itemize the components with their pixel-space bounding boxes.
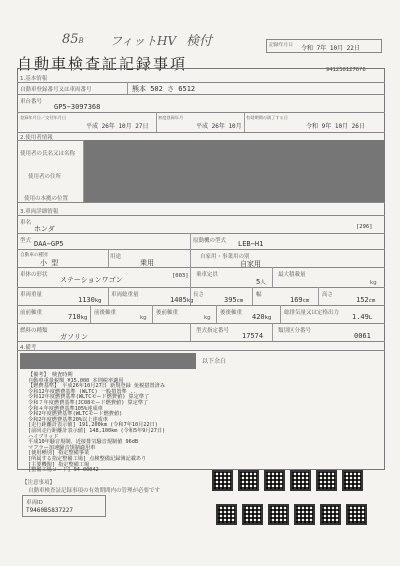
- engine-label: 原動機の型式: [193, 238, 227, 244]
- qr-code-2: [238, 470, 259, 491]
- biz-value: 自家用: [240, 260, 261, 268]
- shape-code: [003]: [172, 273, 189, 279]
- remark-line: マフラー加速騒音規制適用車: [28, 444, 96, 451]
- expiry-value: 令和 9年 10月 26日: [306, 123, 365, 130]
- section-basic-heading: 1.基本情報: [20, 76, 48, 82]
- page-title: 自動車検査証記録事項: [17, 55, 188, 73]
- remark-line: 令和４年度燃費基準105%達成車: [28, 405, 103, 412]
- width-value: 169cm: [290, 296, 310, 304]
- max-load-label: 最大積載量: [278, 272, 306, 278]
- remaining-blank-label: 以下余白: [202, 358, 227, 365]
- class-number-value: 0061: [354, 332, 371, 340]
- qr-code-1: [212, 470, 233, 491]
- remark-line: 平成10年騒音規制、近接排気騒音規制値 96dB: [28, 439, 139, 446]
- displacement-value: 1.49L: [352, 313, 373, 321]
- qr-code-11: [320, 504, 341, 525]
- kind-value: 小 型: [40, 259, 59, 267]
- section-user-heading: 2.使用者情報: [20, 135, 53, 141]
- model-label: 型式: [20, 238, 32, 244]
- remark-line: 自動車重量税額 ¥15,000 本則税率適用: [28, 377, 124, 384]
- vehicle-id-box: [22, 495, 106, 517]
- rear-front-axle-unit: kg: [204, 315, 211, 321]
- first-reg-value: 平成 26年 10月 27日: [86, 123, 149, 130]
- user-name-label: 使用者の氏名又は名称: [20, 151, 76, 157]
- height-value: 152cm: [356, 296, 376, 304]
- rear-axle-value: 420kg: [252, 313, 272, 321]
- remark-line: 令和12年度燃費基準 (WLTC) 一般措置準 ..: [28, 388, 137, 395]
- max-load-unit: kg: [370, 280, 377, 286]
- notice-title: 【注意事項】: [22, 480, 56, 486]
- height-label: 高さ: [322, 292, 334, 298]
- remark-line: ハイブリッド: [28, 433, 59, 440]
- rear-axle-label: 後後軸重: [220, 310, 243, 316]
- shape-label: 車体の形状: [20, 272, 48, 278]
- remark-line: [主要機関] 指定整備工場: [28, 461, 90, 468]
- engine-value: LEB−H1: [238, 240, 264, 248]
- vehicle-id-value: T9460B5837227: [26, 507, 73, 514]
- fuel-label: 燃料の種類: [20, 328, 48, 334]
- base-location-label: 使用の本拠の位置: [24, 196, 69, 202]
- biz-label: 自家用・事業用の別: [200, 254, 250, 260]
- width-label: 幅: [256, 292, 262, 298]
- issue-date-value: 令和 7年 10月 22日: [301, 45, 360, 52]
- model-value: DAA−GP5: [34, 240, 64, 248]
- remark-line: 【燃費基準】 平成26年10月27日 新規登録 免税措置済み: [28, 383, 166, 390]
- type-number-label: 型式指定番号: [196, 328, 230, 334]
- initial-reg-label: 初度登録年月: [158, 115, 184, 120]
- user-info-redaction: [84, 140, 385, 202]
- qr-code-12: [346, 504, 367, 525]
- handwritten-mark: 検付: [186, 34, 213, 49]
- remark-line: [所属する指定整備工場] 点検整備記録簿記載あり: [28, 456, 147, 462]
- front-axle-label: 前前軸重: [20, 310, 43, 316]
- maker-value: ホンダ: [34, 225, 55, 233]
- use-label: 用途: [110, 254, 122, 260]
- remark-line: [使用種別] 指定整備事業: [28, 450, 90, 457]
- use-value: 乗用: [140, 259, 154, 267]
- qr-code-6: [342, 470, 363, 491]
- chassis-value: GP5−3097368: [54, 103, 101, 111]
- vehicle-weight-value: 1130kg: [78, 296, 102, 304]
- qr-code-5: [316, 470, 337, 491]
- initial-reg-value: 平成 26年 10月: [196, 123, 242, 130]
- notice-text: 自動車検査証記録事項の有効期間内の管理が必要です: [28, 488, 161, 494]
- first-reg-label: 登録年月日／交付年月日: [20, 115, 67, 120]
- remark-line: [前回走行距離計表示値] 148,100km (令和5年9月27日): [28, 428, 166, 434]
- remark-line: 令和2年度燃費基準(WLTCモード燃費値): [28, 411, 123, 418]
- remark-line: [整備工場コード] 94−00042: [28, 467, 99, 474]
- maker-code: [296]: [356, 224, 373, 230]
- vehicle-weight-label: 車両重量: [20, 292, 43, 298]
- length-value: 395cm: [224, 296, 244, 304]
- fuel-value: ガソリン: [60, 333, 88, 341]
- remark-line: 令和７年度燃費基準(JC08モード燃費値) 算定準了: [28, 400, 149, 406]
- remark-line: [走行距離計表示値] 191,200km (令和7年10月22日): [28, 422, 158, 429]
- issue-date-box: [266, 39, 382, 53]
- displacement-label: 総排気量又は定格出力: [284, 310, 340, 316]
- remark-line: 【備考】 検査時期: [28, 372, 73, 378]
- maker-label: 車名: [20, 220, 32, 226]
- chassis-label: 車台番号: [20, 99, 43, 105]
- front-rear-axle-unit: kg: [140, 315, 147, 321]
- user-address-label: 使用者の住所: [28, 174, 62, 180]
- handwritten-model: フィットHV: [110, 34, 177, 48]
- gross-weight-label: 車両総重量: [111, 292, 139, 298]
- kind-label: 自動車の種別: [20, 253, 48, 258]
- qr-code-4: [290, 470, 311, 491]
- qr-code-7: [216, 504, 237, 525]
- section-remarks-heading: 4.備考: [20, 345, 37, 351]
- issue-date-label: 記録年月日: [269, 43, 293, 48]
- shape-value: ステーションワゴン: [60, 276, 123, 284]
- reg-number-label: 自動車登録番号又は車両番号: [20, 87, 92, 93]
- front-rear-axle-label: 前後軸重: [94, 310, 117, 316]
- remarks-redaction: [20, 353, 196, 369]
- expiry-label: 有効期間の満了する日: [246, 115, 288, 120]
- type-number-value: 17574: [242, 332, 264, 340]
- rear-front-axle-label: 後前軸重: [156, 310, 179, 316]
- remark-line: 令和12年度燃費基準(WLTCモード燃費値) 算定準了: [28, 394, 150, 401]
- reg-number-value: 熊本 502 さ 6512: [132, 85, 196, 93]
- document-number: 9412501276?6: [326, 67, 366, 73]
- qr-code-10: [294, 504, 315, 525]
- handwritten-number: 85B: [62, 32, 84, 47]
- remark-line: 令和2年度燃費基準20%以上達成車: [28, 416, 108, 423]
- capacity-value: 5人: [256, 278, 266, 286]
- capacity-label: 乗車定員: [196, 272, 219, 278]
- front-axle-value: 710kg: [68, 313, 88, 321]
- qr-code-9: [268, 504, 289, 525]
- qr-code-3: [264, 470, 285, 491]
- vehicle-id-label: 車両ID: [26, 500, 43, 506]
- qr-code-8: [242, 504, 263, 525]
- length-label: 長さ: [193, 292, 205, 298]
- class-number-label: 類別区分番号: [278, 328, 312, 334]
- section-vehicle-heading: 3.車両詳細情報: [20, 209, 59, 215]
- gross-weight-value: 1405kg: [170, 296, 194, 304]
